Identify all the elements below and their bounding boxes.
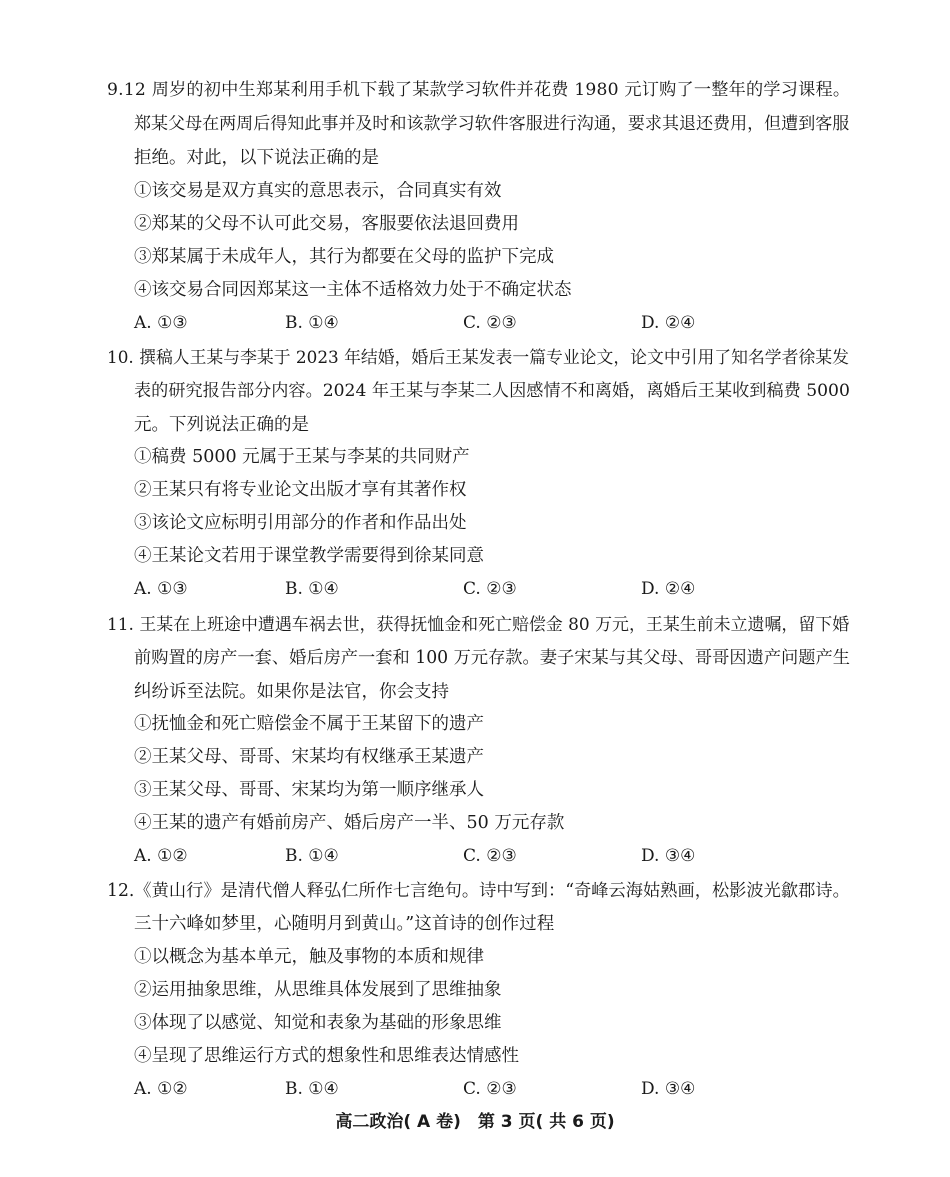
- answer-choice-a[interactable]: A. ①②: [134, 846, 188, 866]
- question-stem-line: 三十六峰如梦里，心随明月到黄山。”这首诗的创作过程: [134, 914, 555, 934]
- answer-choices: [0, 1078, 950, 1100]
- question-stem-line: 表的研究报告部分内容。2024 年王某与李某二人因感情不和离婚，离婚后王某收到稿费 5000: [134, 381, 850, 401]
- question-stem-line: 9.12 周岁的初中生郑某利用手机下载了某款学习软件并花费 1980 元订购了一整年的学习课程。: [107, 80, 851, 100]
- statement-option: ③郑某属于未成年人，其行为都要在父母的监护下完成: [134, 247, 554, 267]
- question-stem-line: 元。下列说法正确的是: [134, 415, 309, 435]
- answer-choice-d[interactable]: D. ③④: [641, 1079, 696, 1099]
- statement-option: ③体现了以感觉、知觉和表象为基础的形象思维: [134, 1013, 502, 1033]
- question-stem-line: 11. 王某在上班途中遭遇车祸去世，获得抚恤金和死亡赔偿金 80 万元，王某生前未立遗嘱，留下婚: [107, 614, 850, 634]
- statement-option: ①稿费 5000 元属于王某与李某的共同财产: [134, 447, 470, 467]
- question-stem-line: 郑某父母在两周后得知此事并及时和该款学习软件客服进行沟通，要求其退还费用，但遭到客服: [134, 114, 850, 134]
- statement-option: ④呈现了思维运行方式的想象性和思维表达情感性: [134, 1046, 519, 1066]
- statement-option: ①该交易是双方真实的意思表示，合同真实有效: [134, 181, 502, 201]
- statement-option: ③该论文应标明引用部分的作者和作品出处: [134, 513, 467, 533]
- answer-choice-d[interactable]: D. ②④: [641, 579, 696, 599]
- answer-choice-a[interactable]: A. ①②: [134, 1079, 188, 1099]
- statement-option: ②运用抽象思维，从思维具体发展到了思维抽象: [134, 980, 502, 1000]
- answer-choice-a[interactable]: A. ①③: [134, 313, 188, 333]
- answer-choice-c[interactable]: C. ②③: [463, 313, 517, 333]
- answer-choice-b[interactable]: B. ①④: [285, 846, 339, 866]
- page-footer: 高二政治( A 卷) 第 3 页( 共 6 页): [335, 1112, 615, 1132]
- answer-choices: [0, 845, 950, 867]
- statement-option: ②王某只有将专业论文出版才享有其著作权: [134, 480, 467, 500]
- answer-choice-c[interactable]: C. ②③: [463, 846, 517, 866]
- answer-choices: [0, 578, 950, 600]
- question-stem-line: 前购置的房产一套、婚后房产一套和 100 万元存款。妻子宋某与其父母、哥哥因遗产问题产生: [134, 648, 850, 668]
- answer-choice-b[interactable]: B. ①④: [285, 313, 339, 333]
- statement-option: ④该交易合同因郑某这一主体不适格效力处于不确定状态: [134, 280, 572, 300]
- question-stem-line: 12.《黄山行》是清代僧人释弘仁所作七言绝句。诗中写到：“奇峰云海姑熟画，松影波光歙郡诗。: [107, 881, 850, 901]
- statement-option: ③王某父母、哥哥、宋某均为第一顺序继承人: [134, 780, 484, 800]
- answer-choice-b[interactable]: B. ①④: [285, 579, 339, 599]
- answer-choice-d[interactable]: D. ②④: [641, 313, 696, 333]
- answer-choice-a[interactable]: A. ①③: [134, 579, 188, 599]
- statement-option: ①抚恤金和死亡赔偿金不属于王某留下的遗产: [134, 714, 484, 734]
- question-stem-line: 拒绝。对此，以下说法正确的是: [134, 148, 379, 168]
- question-stem-line: 10. 撰稿人王某与李某于 2023 年结婚，婚后王某发表一篇专业论文，论文中引用了知名学者徐某发: [107, 347, 849, 367]
- statement-option: ④王某的遗产有婚前房产、婚后房产一半、50 万元存款: [134, 813, 565, 833]
- statement-option: ②王某父母、哥哥、宋某均有权继承王某遗产: [134, 747, 484, 767]
- statement-option: ④王某论文若用于课堂教学需要得到徐某同意: [134, 546, 484, 566]
- answer-choice-b[interactable]: B. ①④: [285, 1079, 339, 1099]
- question-stem-line: 纠纷诉至法院。如果你是法官，你会支持: [134, 682, 449, 702]
- answer-choice-c[interactable]: C. ②③: [463, 1079, 517, 1099]
- statement-option: ②郑某的父母不认可此交易，客服要依法退回费用: [134, 214, 519, 234]
- answer-choice-c[interactable]: C. ②③: [463, 579, 517, 599]
- answer-choice-d[interactable]: D. ③④: [641, 846, 696, 866]
- statement-option: ①以概念为基本单元，触及事物的本质和规律: [134, 947, 484, 967]
- answer-choices: [0, 312, 950, 334]
